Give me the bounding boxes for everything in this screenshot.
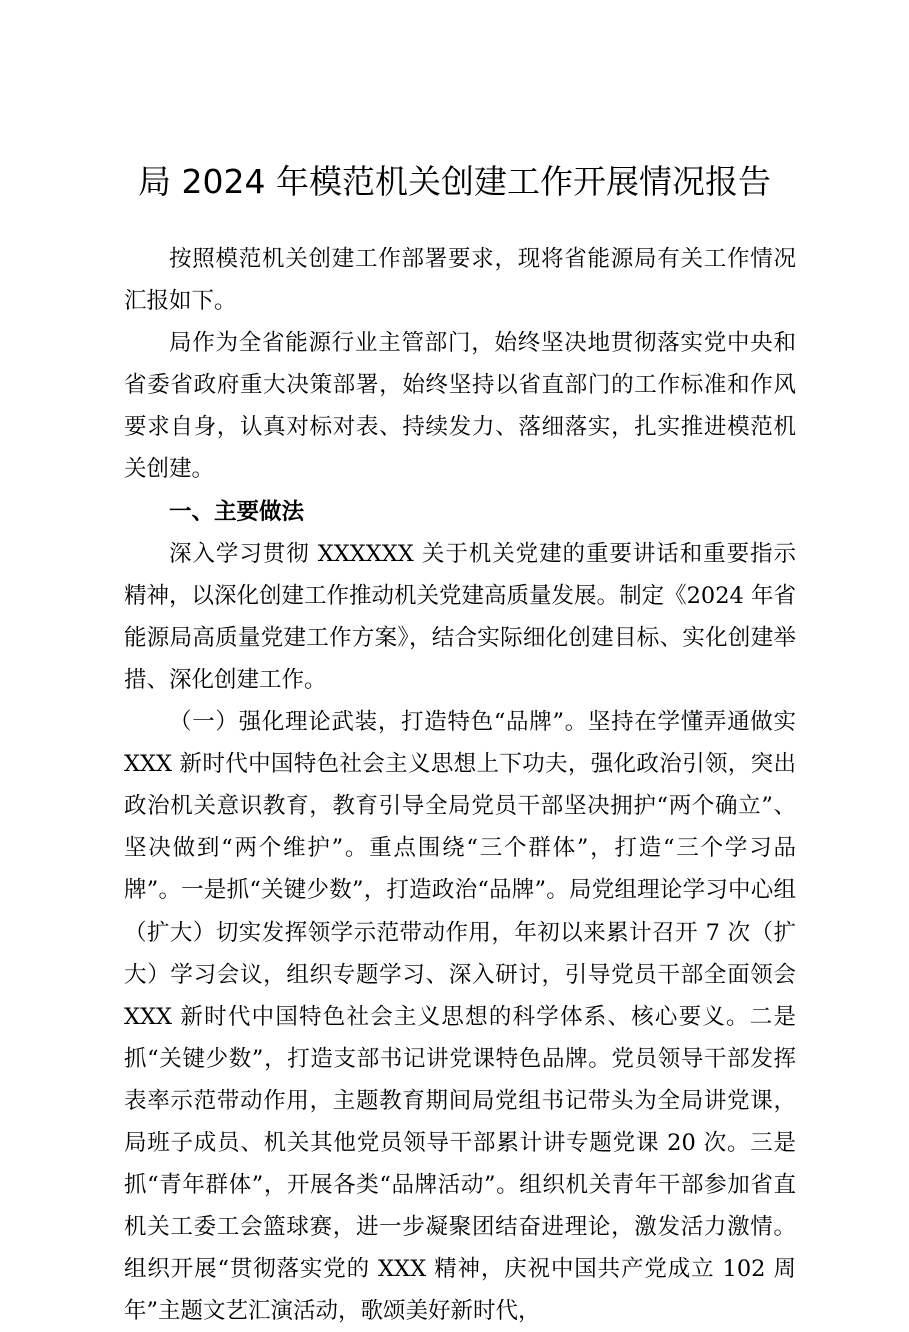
intro-paragraph: 按照模范机关创建工作部署要求，现将省能源局有关工作情况汇报如下。 bbox=[124, 246, 796, 315]
section-intro-paragraph: 深入学习贯彻 XXXXXX 关于机关党建的重要讲话和重要指示精神，以深化创建工作推动机关党建高质量发展。制定《2024 年省能源局高质量党建工作方案》，结合实际细化创建目标、实化创建举措、深化创建工作。 bbox=[124, 540, 796, 693]
document-body bbox=[124, 238, 796, 1332]
document-title: 局 2024 年模范机关创建工作开展情况报告 bbox=[138, 162, 771, 201]
overview-paragraph: 局作为全省能源行业主管部门，始终坚决地贯彻落实党中央和省委省政府重大决策部署，始终坚持以省直部门的工作标准和作风要求自身，认真对标对表、持续发力、落细落实，扎实推进模范机关创建。 bbox=[124, 330, 796, 483]
section-heading: 一、主要做法 bbox=[169, 498, 305, 525]
subsection-paragraph: （一）强化理论武装，打造特色“品牌”。坚持在学懂弄通做实 XXX 新时代中国特色社会主义思想上下功夫，强化政治引领，突出政治机关意识教育，教育引导全局党员干部坚决拥护“两个确立”、坚决做到“两个维护”。重点围绕“三个群体”，打造“三个学习品牌”。一是抓“关键少数”，打造政治“品牌”。局党组理论学习中心组（扩大）切实发挥领学示范带动作用，年初以来累计召开 7 次（扩大）学习会议，组织专题学习、深入研讨，引导党员干部全面领会 XXX 新时代中国特色社会主义思想的科学体系、核心要义。二是抓“关键少数”，打造支部书记讲党课特色品牌。党员领导干部发挥表率示范带动作用，主题教育期间局党组书记带头为全局讲党课，局班子成员、机关其他党员领导干部累计讲专题党课 20 次。三是抓“青年群体”，开展各类“品牌活动”。组织机关青年干部参加省直机关工委工会篮球赛，进一步凝聚团结奋进理论，激发活力激情。组织开展“贯彻落实党的 XXX 精神，庆祝中国共产党成立 102 周年”主题文艺汇演活动，歌颂美好新时代， bbox=[124, 709, 796, 1325]
